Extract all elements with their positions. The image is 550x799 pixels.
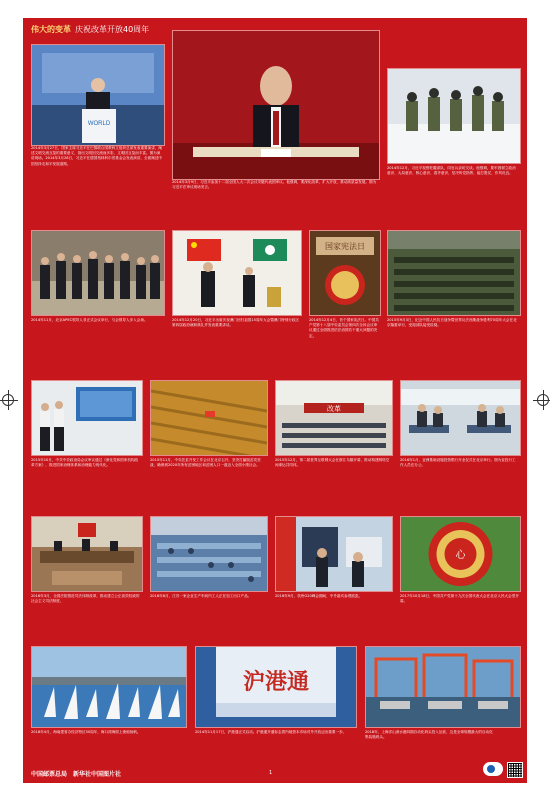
masthead-title: 伟大的变革 — [31, 25, 71, 34]
caption-10: 2015年12月，第二届世界互联网大会在浙江乌镇开幕，推动构建网络空间命运共同体。 — [275, 458, 390, 468]
poster-page — [23, 18, 527, 783]
heart-sign: 心 — [455, 550, 466, 561]
caption-12: 2016年3月，全国法院推进司法体制改革，推动建立公正高效权威的社会主义司法制度。 — [31, 594, 140, 604]
photo-container-port — [365, 646, 521, 728]
caption-18: 2018年，上海洋山深水港四期自动化码头投入运营，这是全球规模最大的自动化集装箱码头。 — [365, 730, 493, 740]
publisher-logo — [483, 762, 503, 776]
world-sign: WORLD — [87, 121, 111, 127]
photo-leaders-walking — [31, 230, 165, 316]
photo-military-parade — [387, 230, 521, 316]
photo-office-screen — [31, 380, 143, 456]
caption-6: 2014年12月4日，首个国家宪法日。中国共产党第十八届中央委员会第四次全体会议审议通过全面推进依法治国若干重大问题的决定。 — [309, 318, 379, 338]
photo-factory-floor — [150, 516, 268, 592]
caption-17: 2014年11月17日，沪港通正式启动。沪港通开通标志着内地资本市场对外开放迈出重要一步。 — [195, 730, 347, 734]
photo-snow-soldiers — [387, 68, 521, 164]
caption-15: 2017年10月18日，中国共产党第十九次全国代表大会在北京人民大会堂开幕。 — [400, 594, 519, 604]
caption-16: 2018年4月，海南建省办经济特区30周年，海口湾海面上渔船扬帆。 — [31, 730, 141, 734]
shanghai-hk-sign: 沪港通 — [242, 669, 310, 694]
photo-leader-desk — [172, 30, 380, 180]
footer-credits — [31, 769, 127, 778]
photo-flags-ceremony — [172, 230, 302, 316]
masthead-subtitle: 庆祝改革开放40周年 — [75, 25, 150, 34]
caption-9: 2015年11月，中央扶贫开发工作会议在北京召开，坚决打赢脱贫攻坚战，确保到2020年所有贫困地区和贫困人口一道迈入全面小康社会。 — [150, 458, 261, 468]
photo-constitution-day — [309, 230, 381, 316]
photo-sailboats — [31, 646, 187, 728]
caption-2: 2014年3月9日，习近平参加十二届全国人大二次会议安徽代表团审议。他强调，要深化改革，扩大开放，推动高质量发展。图为习近平在审议现场发言。 — [172, 180, 377, 190]
hall-sign: 改革 — [327, 406, 341, 413]
caption-5: 2014年12月20日，习近平出席庆祝澳门回归祖国15周年大会暨澳门特别行政区第四届政府就职典礼并发表重要讲话。 — [172, 318, 300, 328]
registration-mark-left — [2, 394, 14, 406]
photo-conference-hall — [275, 380, 393, 456]
masthead — [31, 24, 149, 35]
caption-1: 2014年3月27日，国家主席习近平在巴黎联合国教科文组织总部发表重要演讲，阐述文明交流互鉴的重要意义，指出文明因交流而多彩，文明因互鉴而丰富。图为演讲现场。2014年3月28日，习近平在德国柏林科尔伯基金会发表演讲，全面阐述中国坚持走和平发展道路。 — [31, 146, 163, 166]
page-number: 1 — [269, 770, 273, 776]
caption-4: 2014年11月，北京APEC领导人非正式会议举行，与会领导人步入会场。 — [31, 318, 148, 322]
constitution-sign: 国家宪法日 — [325, 242, 365, 251]
photo-mass-performance — [400, 516, 521, 592]
caption-7: 2015年9月3日，纪念中国人民抗日战争暨世界反法西斯战争胜利70周年大会在北京隆重举行，受阅部队接受检阅。 — [387, 318, 517, 328]
photo-office-workers — [400, 380, 521, 456]
photo-speech-podium — [31, 44, 165, 146]
photo-exhibition — [275, 516, 393, 592]
footer-photo-agency: 新华社中国图片社 — [73, 771, 122, 778]
registration-mark-right — [537, 394, 549, 406]
caption-13: 2016年6月，江苏一家企业生产车间内工人正在加工出口产品。 — [150, 594, 252, 598]
photo-courtroom — [31, 516, 143, 592]
qr-code — [507, 762, 523, 778]
caption-8: 2015年10月，中共中央政治局会议审议通过《深化党和国家机构改革方案》，推进国家治理体系和治理能力现代化。 — [31, 458, 139, 468]
caption-11: 2016年1月，亚洲基础设施投资银行开业仪式在北京举行。图为亚投行工作人员在办公。 — [400, 458, 516, 468]
caption-14: 2016年9月，杭州G20峰会期间，中外嘉宾参观展览。 — [275, 594, 363, 598]
footer-publisher: 中国邮票总局 — [31, 771, 68, 778]
caption-3: 2014年12月，习近平视察驻疆部队，同官兵亲切交谈。他强调，要牢固树立政治意识、大局意识、核心意识、看齐意识，坚决听党指挥，能打胜仗，作风优良。 — [387, 166, 516, 176]
photo-harvest-field — [150, 380, 268, 456]
photo-shanghai-hk-connect — [195, 646, 357, 728]
